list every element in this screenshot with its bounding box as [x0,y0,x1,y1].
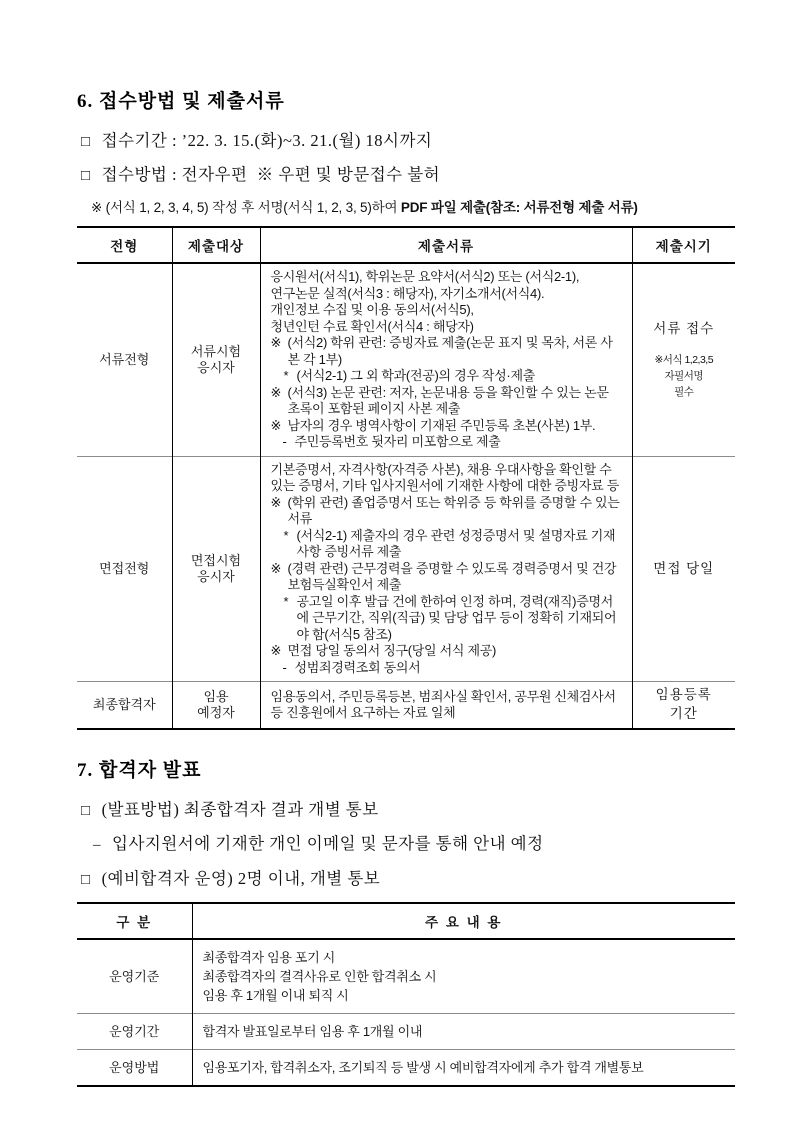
table-row [77,263,735,456]
label-cell: 운영기간 [77,1014,192,1050]
target-cell [172,263,260,456]
content-cell [192,1014,735,1050]
checkbox-bullet: □ [81,134,91,150]
doc-text: (경력 관련) 근무경력을 증명할 수 있도록 경력증명서 및 건강보험득실확인서 제출 [287,560,617,593]
doc-text: (서식2-1) 그 외 학과(전공)의 경우 작성·제출 [296,368,535,384]
line-text: 접수방법 : 전자우편 ※ 우편 및 방문접수 불허 [101,165,441,185]
reserve-table-header [77,903,735,939]
timing-main-line: 서류 접수 [653,320,715,336]
doc-marker: ※ [270,560,282,576]
header-category: 구 분 [77,903,192,939]
doc-marker: * [283,527,289,543]
label-cell: 운영방법 [77,1050,192,1087]
doc-line [271,561,624,594]
reserve-candidate-table [77,902,735,1087]
doc-line [271,286,624,303]
doc-line [271,643,624,660]
header-target: 제출대상 [172,227,260,263]
target-line: 응시자 [197,360,235,376]
doc-text: (학위 관련) 졸업증명서 또는 학위증 등 학위를 증명할 수 있는 서류 [287,494,620,527]
doc-line [271,528,624,561]
target-line: 면접시험 [190,552,242,568]
line-text: 입사지원서에 기재한 개인 이메일 및 문자를 통해 안내 예정 [112,834,544,854]
type-text: 서류전형 [99,351,150,367]
line-text: (예비합격자 운영) 2명 이내, 개별 통보 [101,868,381,888]
doc-line [271,385,624,418]
label-cell: 운영기준 [77,939,192,1014]
checkbox-bullet: □ [81,168,91,185]
doc-line [271,660,624,677]
doc-marker: * [283,368,289,384]
doc-line [271,418,624,435]
content-line: 최종합격자 임용 포기 시 [202,950,336,965]
target-line: 임용 [203,688,229,704]
table-row [77,682,735,729]
doc-marker: * [283,593,289,609]
header-row [77,903,735,939]
line-text: 접수기간 : ’22. 3. 15.(화)~3. 21.(월) 18시까지 [101,131,433,150]
doc-text: 성범죄경력조회 동의서 [294,659,421,675]
doc-text: 공고일 이후 발급 건에 한하여 인정 하며, 경력(재직)증명서에 근무기간, 직위(직급) 및 담당 업무 등이 정확히 기재되어야 함(서식5 참조) [296,593,617,642]
table-row [77,939,735,1014]
docs-cell [260,682,632,729]
doc-line [271,689,624,722]
doc-text: 면접 당일 동의서 징구(당일 서식 제공) [287,643,496,659]
target-line: 응시자 [197,569,235,585]
timing-note-line: 자필서명 [664,370,704,383]
doc-line [271,319,624,336]
header-row [77,227,735,263]
doc-text: (서식2-1) 제출자의 경우 관련 성정증명서 및 설명자료 기재 사항 증빙서류 제출 [296,527,616,560]
content-line: 임용 후 1개월 이내 퇴직 시 [202,988,349,1003]
doc-text: 응시원서(서식1), 학위논문 요약서(서식2) 또는 (서식2-1), [270,269,580,285]
type-cell [77,456,172,682]
content-line: 최종합격자의 결격사유로 인한 합격취소 시 [202,969,437,984]
header-timing: 제출시기 [632,227,735,263]
type-text: 최종합격자 [92,697,156,713]
submission-documents-table [77,226,735,730]
bullet-line [81,164,735,186]
doc-line [271,269,624,286]
submission-table-header [77,227,735,263]
bullet-line [81,868,735,890]
content-cell [192,1050,735,1087]
forms-signature-note [91,199,735,218]
doc-text: (서식2) 학위 관련: 증빙자료 제출(논문 표지 및 목차, 서론 사본 각 1부) [287,335,613,367]
doc-marker: ※ [270,494,282,510]
timing-note-line: 필수 [674,385,694,398]
dash-bullet: – [93,837,101,854]
header-main-content: 주 요 내 용 [192,903,735,939]
doc-marker: ※ [270,384,282,400]
header-type: 전형 [77,227,172,263]
doc-line [271,495,624,528]
section-application [77,86,735,217]
content-cell [192,939,735,1014]
doc-text: (서식3) 논문 관련: 저자, 논문내용 등을 확인할 수 있는 논문 초록이 포함된 페이지 사본 제출 [287,384,609,417]
timing-cell [632,456,735,682]
timing-cell [632,263,735,456]
note-bold-part: PDF 파일 제출(참조: 서류전형 제출 서류) [400,199,638,215]
doc-marker: ※ [270,335,282,351]
bullet-line [93,833,735,855]
doc-marker: - [282,659,287,675]
doc-line [271,434,624,451]
doc-text: 기본증명서, 자격사항(자격증 사본), 채용 우대사항을 확인할 수 있는 증명서, 기타 입사지원서에 기재한 사항에 대한 증빙자료 등 [270,461,620,494]
timing-note-line: ※서식 1,2,3,5 [654,354,714,367]
doc-text: 임용동의서, 주민등록등본, 범죄사실 확인서, 공무원 신체검사서 등 진흥원에서 요구하는 자료 일체 [270,688,616,721]
doc-text: 개인정보 수집 및 이용 동의서(서식5), [270,302,474,318]
timing-main-line: 임용등록 [655,687,712,703]
table-row [77,456,735,682]
type-cell [77,682,172,729]
section-6-items [77,130,735,187]
type-text: 면접전형 [99,560,150,576]
section-announcement [77,755,735,890]
docs-cell [260,456,632,682]
timing-cell [632,682,735,729]
timing-main-line: 면접 당일 [653,560,715,576]
line-text: (발표방법) 최종합격자 결과 개별 통보 [101,800,379,820]
section-7-title: 7. 합격자 발표 [77,760,202,782]
doc-text: 남자의 경우 병역사항이 기재된 주민등록 초본(사본) 1부. [287,417,596,433]
docs-cell [260,263,632,456]
doc-line [271,302,624,319]
doc-marker: - [282,434,287,450]
bullet-line [81,799,735,821]
checkbox-bullet: □ [81,803,91,820]
doc-marker: ※ [270,643,282,659]
doc-line [271,594,624,644]
target-line: 예정자 [197,705,235,721]
doc-text: 연구논문 실적(서식3 : 해당자), 자기소개서(서식4). [270,285,545,301]
content-line: 합격자 발표일로부터 임용 후 1개월 이내 [202,1024,423,1039]
doc-line [271,335,624,368]
doc-text: 주민등록번호 뒷자리 미포함으로 제출 [294,434,501,450]
doc-line [271,368,624,385]
table-row [77,1014,735,1050]
timing-note [639,353,730,400]
type-cell [77,263,172,456]
reserve-table-body [77,939,735,1086]
doc-text: 청년인턴 수료 확인서(서식4 : 해당자) [270,318,474,334]
submission-table-body [77,263,735,729]
target-cell [172,682,260,729]
section-7-items [77,799,735,890]
table-row [77,1050,735,1087]
doc-line [271,462,624,495]
bullet-line [81,130,735,152]
timing-main-line: 기간 [669,706,698,722]
content-line: 임용포기자, 합격취소자, 조기퇴직 등 발생 시 예비합격자에게 추가 합격 개별통보 [202,1060,644,1075]
note-prefix: ※ (서식 1, 2, 3, 4, 5) 작성 후 서명(서식 1, 2, 3, 5)하여 [91,199,401,215]
doc-marker: ※ [270,417,282,433]
checkbox-bullet: □ [81,871,91,888]
section-6-title: 6. 접수방법 및 제출서류 [77,91,285,112]
header-documents: 제출서류 [260,227,632,263]
target-line: 서류시험 [190,343,242,359]
target-cell [172,456,260,682]
